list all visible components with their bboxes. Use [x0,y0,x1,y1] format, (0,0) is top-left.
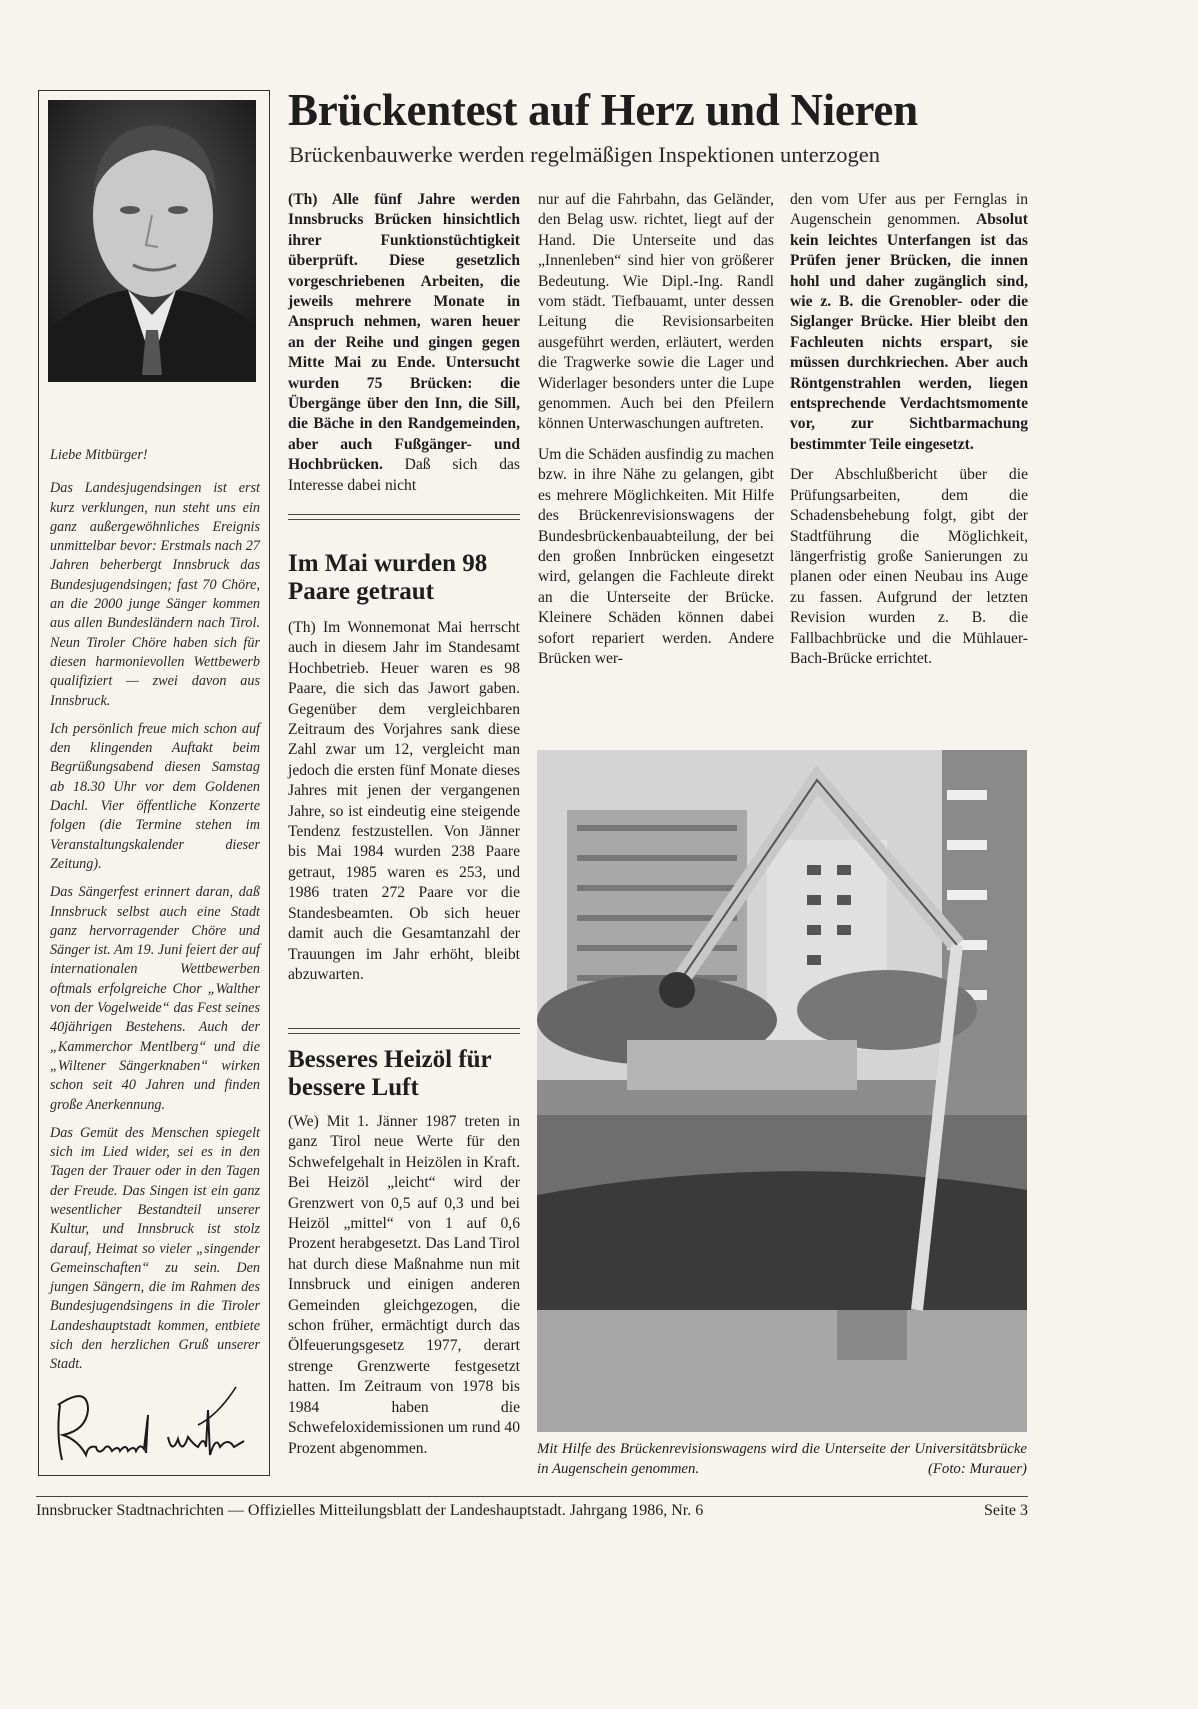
section-divider [288,514,520,520]
article-title: Brückentest auf Herz und Nieren [288,85,918,135]
article-lead-bold: (Th) Alle fünf Jahre werden Innsbrucks Brücken hinsichtlich ihrer Funktionstüchtigkeit überprüft. Diese gesetzlich vorgeschriebenen Arbeiten, die jeweils mehrere Monate in Anspruch nehmen, waren heuer an der Reihe und gingen gegen Mitte Mai zu Ende. Untersucht wurden 75 Brücken: die Übergänge über den Inn, die Sill, die Bäche in den Randgemeinden, aber auch Fußgänger- und Hochbrücken. [288,191,520,474]
photo-credit: (Foto: Murauer) [927,1460,1027,1477]
bridge-inspection-photo [537,750,1027,1432]
news-heading-heating-oil: Besseres Heizöl für bessere Luft [288,1046,492,1101]
photo-caption [537,1440,1027,1479]
mayor-portrait-photo [48,100,256,382]
letter-paragraph: Das Sängerfest erinnert daran, daß Innsbruck selbst auch eine Stadt ganz hervorragender Chöre und Sänger ist. Am 19. Juni feiert der auf internationalen Wettbewerben oftmals erfolgreiche Chor „Walther von der Vogelweide“ das Fest seines 40jährigen Bestehens. Auch der „Kammerchor Mentlberg“ und die „Wiltener Sängerknaben“ wirken schon seit 40 Jahren und finden große Anerkennung. [50,884,260,1113]
page-footer [36,1502,1028,1520]
letter-paragraph: Das Gemüt des Menschen spiegelt sich im Lied wider, sei es in den Tagen der Trauer oder in den Tagen der Freude. Das Singen ist ein ganz wesentlicher Bestandteil unserer Kultur, und Innsbruck ist stolz darauf, Heimat so vieler „singender Gemeinschaften“ zu sein. Den jungen Sängern, die im Rahmen des Bundesjugendsingens in die Tiroler Landeshauptstadt kommen, entbiete sich den herzlichen Gruß unserer Stadt. [50,1124,260,1373]
mayor-signature [48,1375,263,1465]
footer-divider [36,1496,1028,1497]
mayor-letter [50,446,260,1384]
article-text-bold: Absolut kein leichtes Unterfangen ist das Prüfen jener Brücken, die innen hohl und daher zugänglich sind, wie z. B. die Grenobler- oder die Siglanger Brücke. Hier bleibt den Fachleuten nichts erspart, sie müssen durchkriechen. Aber auch Röntgenstrahlen werden, liegen entsprechende Verdachtsmomente vor, zur Sichtbarmachung bestimmter Teile eingesetzt. [790,211,1028,453]
article-text: den vom Ufer aus per Fernglas in Augenschein genommen. [790,191,1028,229]
article-text: Daß sich das Interesse dabei nicht [288,456,520,494]
article-text: nur auf die Fahrbahn, das Geländer, den Belag usw. richtet, liegt auf der Hand. Die Unterseite und das „Innenleben“ sind hier von größerer Bedeutung. Wie Dipl.-Ing. Randl vom städt. Tiefbauamt, unter dessen Leitung die Revisionsarbeiten ausgeführt werden, erläutert, werden die Tragwerke sowie die Lager und Widerlager besonders unter die Lupe genommen. Auch bei den Pfeilern können Unterwaschungen auftreten. [538,191,774,433]
article-column-3 [790,190,1028,679]
article-column-1 [288,190,520,506]
article-text: Der Abschlußbericht über die Prüfungsarbeiten, dem die Schadensbehebung folgt, gibt der Stadtführung die Möglichkeit, längerfristig große Sanierungen zu planen oder einen Neubau ins Auge zu fassen. Aufgrund der letzten Revision wurden z. B. die Fallbachbrücke und die Mühlauer-Bach-Brücke errichtet. [790,466,1028,667]
news-body-heating-oil [288,1112,520,1469]
section-divider [288,1028,520,1034]
news-text: (Th) Im Wonnemonat Mai herrscht auch in diesem Jahr im Standesamt Hochbetrieb. Heuer waren es 98 Paare, die sich das Jawort gaben. Gegenüber dem vergleichbaren Zeitraum des Vorjahres sank diese Zahl zwar um 12, vergleicht man jedoch die ersten fünf Monate dieses Jahres mit jenen der vergangenen Jahre, so ist eindeutig eine steigende Tendenz festzustellen. Von Jänner bis Mai 1984 wurden 238 Paare getraut, 1985 waren es 253, und 1986 traten 272 Paare vor die Standesbeamten. Ob sich heuer damit auch die Gesamtanzahl der Trauungen im Jahr erhöht, bleibt abzuwarten. [288,619,520,983]
article-column-2 [538,190,774,679]
article-subtitle: Brückenbauwerke werden regelmäßigen Inspektionen unterzogen [289,142,881,167]
letter-paragraph: Das Landesjugendsingen ist erst kurz verklungen, nun steht uns ein ganz außergewöhnliches Ereignis unmittelbar bevor: Erstmals nach 27 Jahren beherbergt Innsbruck das Bundesjugendsingen; fast 70 Chöre, an die 2000 junge Sänger kommen aus allen Bundesländern nach Tirol. Neun Tiroler Chöre haben sich für diesen harmonievollen Wettbewerb qualifiziert — zwei davon aus Innsbruck. [50,480,260,709]
photo-caption-text: Mit Hilfe des Brückenrevisionswagens wird die Unterseite der Universitätsbrücke in Augenschein genommen. [537,1441,1027,1477]
news-text: (We) Mit 1. Jänner 1987 treten in ganz Tirol neue Werte für den Schwefelgehalt in Heizölen in Kraft. Bei Heizöl „leicht“ wird der Grenzwert von 0,5 auf 0,3 und bei Heizöl „mittel“ von 1 auf 0,6 Prozent herabgesetzt. Das Land Tirol hat durch diese Maßnahme nun mit Innsbruck und einigen anderen Gemeinden gleichgezogen, die schon früher, ermächtigt durch das Ölfeuerungsgesetz 1977, derart strenge Grenzwerte festgesetzt hatten. Im Zeitraum von 1978 bis 1984 haben die Schwefeloxidemissionen um rund 40 Prozent abgenommen. [288,1113,520,1457]
publication-info: Innsbrucker Stadtnachrichten — Offizielles Mitteilungsblatt der Landeshauptstadt. Jahrgang 1986, Nr. 6 [36,1502,704,1519]
article-text: Um die Schäden ausfindig zu machen bzw. in ihre Nähe zu gelangen, gibt es mehrere Möglichkeiten. Mit Hilfe des Brückenrevisionswagens der Bundesbrückenbauabteilung, der bei den großen Innbrücken eingesetzt wird, gelangen die Fachleute direkt an die Unterseite der Brücke. Kleinere Schäden können dabei sofort repariert werden. Andere Brücken wer- [538,445,775,667]
letter-paragraph: Ich persönlich freue mich schon auf den klingenden Auftakt beim Begrüßungsabend diesen Samstag ab 18.30 Uhr vor dem Goldenen Dachl. Vier öffentliche Konzerte folgen (die Termine stehen im Veranstaltungskalender dieser Zeitung). [50,720,260,872]
news-heading-weddings: Im Mai wurden 98 Paare getraut [288,550,488,605]
page-number: Seite 3 [984,1502,1028,1519]
news-body-weddings [288,618,520,995]
letter-greeting: Liebe Mitbürger! [50,447,148,463]
